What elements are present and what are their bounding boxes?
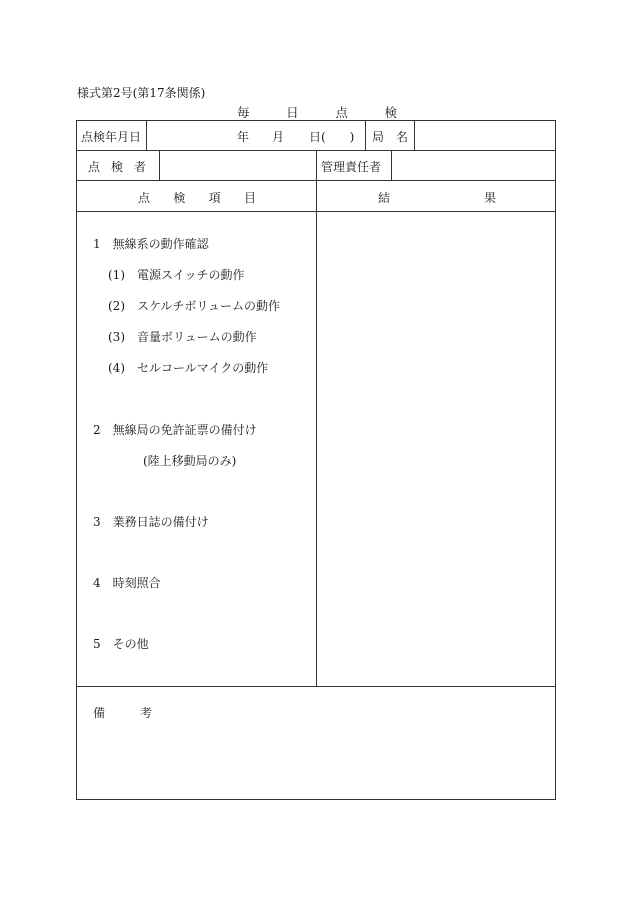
column-divider	[365, 120, 366, 150]
title-char: 検	[384, 105, 397, 120]
column-divider	[414, 120, 415, 150]
item-time-check: 4 時刻照合	[93, 576, 161, 590]
column-divider	[146, 120, 147, 150]
items-header-char: 検	[173, 191, 186, 205]
item-license-certificate: 2 無線局の免許証票の備付け	[93, 423, 257, 437]
remarks-label-char: 備	[93, 706, 106, 720]
item-selcall-mic: (4) セルコールマイクの動作	[108, 361, 269, 375]
station-label-char: 局	[372, 130, 385, 144]
column-divider	[316, 180, 317, 686]
inspector-label-char: 者	[133, 160, 146, 174]
inspector-label	[88, 158, 146, 175]
year-label: 年	[237, 130, 250, 144]
inspection-items-header	[138, 189, 256, 206]
results-header	[378, 189, 496, 206]
form-title	[237, 103, 397, 121]
inspector-label-char: 点	[88, 160, 101, 174]
title-char: 日	[286, 105, 299, 120]
form-number: 様式第2号(第17条関係)	[77, 86, 206, 100]
manager-label: 管理責任者	[321, 160, 382, 174]
inspection-date-label: 点検年月日	[81, 130, 142, 144]
inspector-label-char: 検	[110, 160, 123, 174]
results-header-char: 果	[483, 191, 496, 205]
items-header-char: 項	[208, 191, 221, 205]
results-header-char: 結	[378, 191, 391, 205]
column-divider	[391, 150, 392, 180]
item-audio-volume: (3) 音量ボリュームの動作	[108, 330, 257, 344]
item-license-note: (陸上移動局のみ)	[143, 454, 237, 468]
title-char: 毎	[237, 105, 250, 120]
remarks-label	[93, 704, 152, 721]
title-char: 点	[335, 105, 348, 120]
station-name-label	[372, 128, 408, 145]
row-divider	[76, 686, 556, 687]
remarks-label-char: 考	[139, 706, 152, 720]
item-business-log: 3 業務日誌の備付け	[93, 515, 209, 529]
column-divider	[316, 150, 317, 180]
item-other: 5 その他	[93, 637, 149, 651]
item-squelch-volume: (2) スケルチボリュームの動作	[108, 299, 281, 313]
items-header-char: 目	[243, 191, 256, 205]
month-label: 月	[272, 130, 285, 144]
item-power-switch: (1) 電源スイッチの動作	[108, 268, 245, 282]
day-weekday-label: 日( )	[309, 130, 355, 144]
station-label-char: 名	[395, 130, 408, 144]
column-divider	[159, 150, 160, 180]
item-radio-check: 1 無線系の動作確認	[93, 237, 209, 251]
items-header-char: 点	[138, 191, 151, 205]
